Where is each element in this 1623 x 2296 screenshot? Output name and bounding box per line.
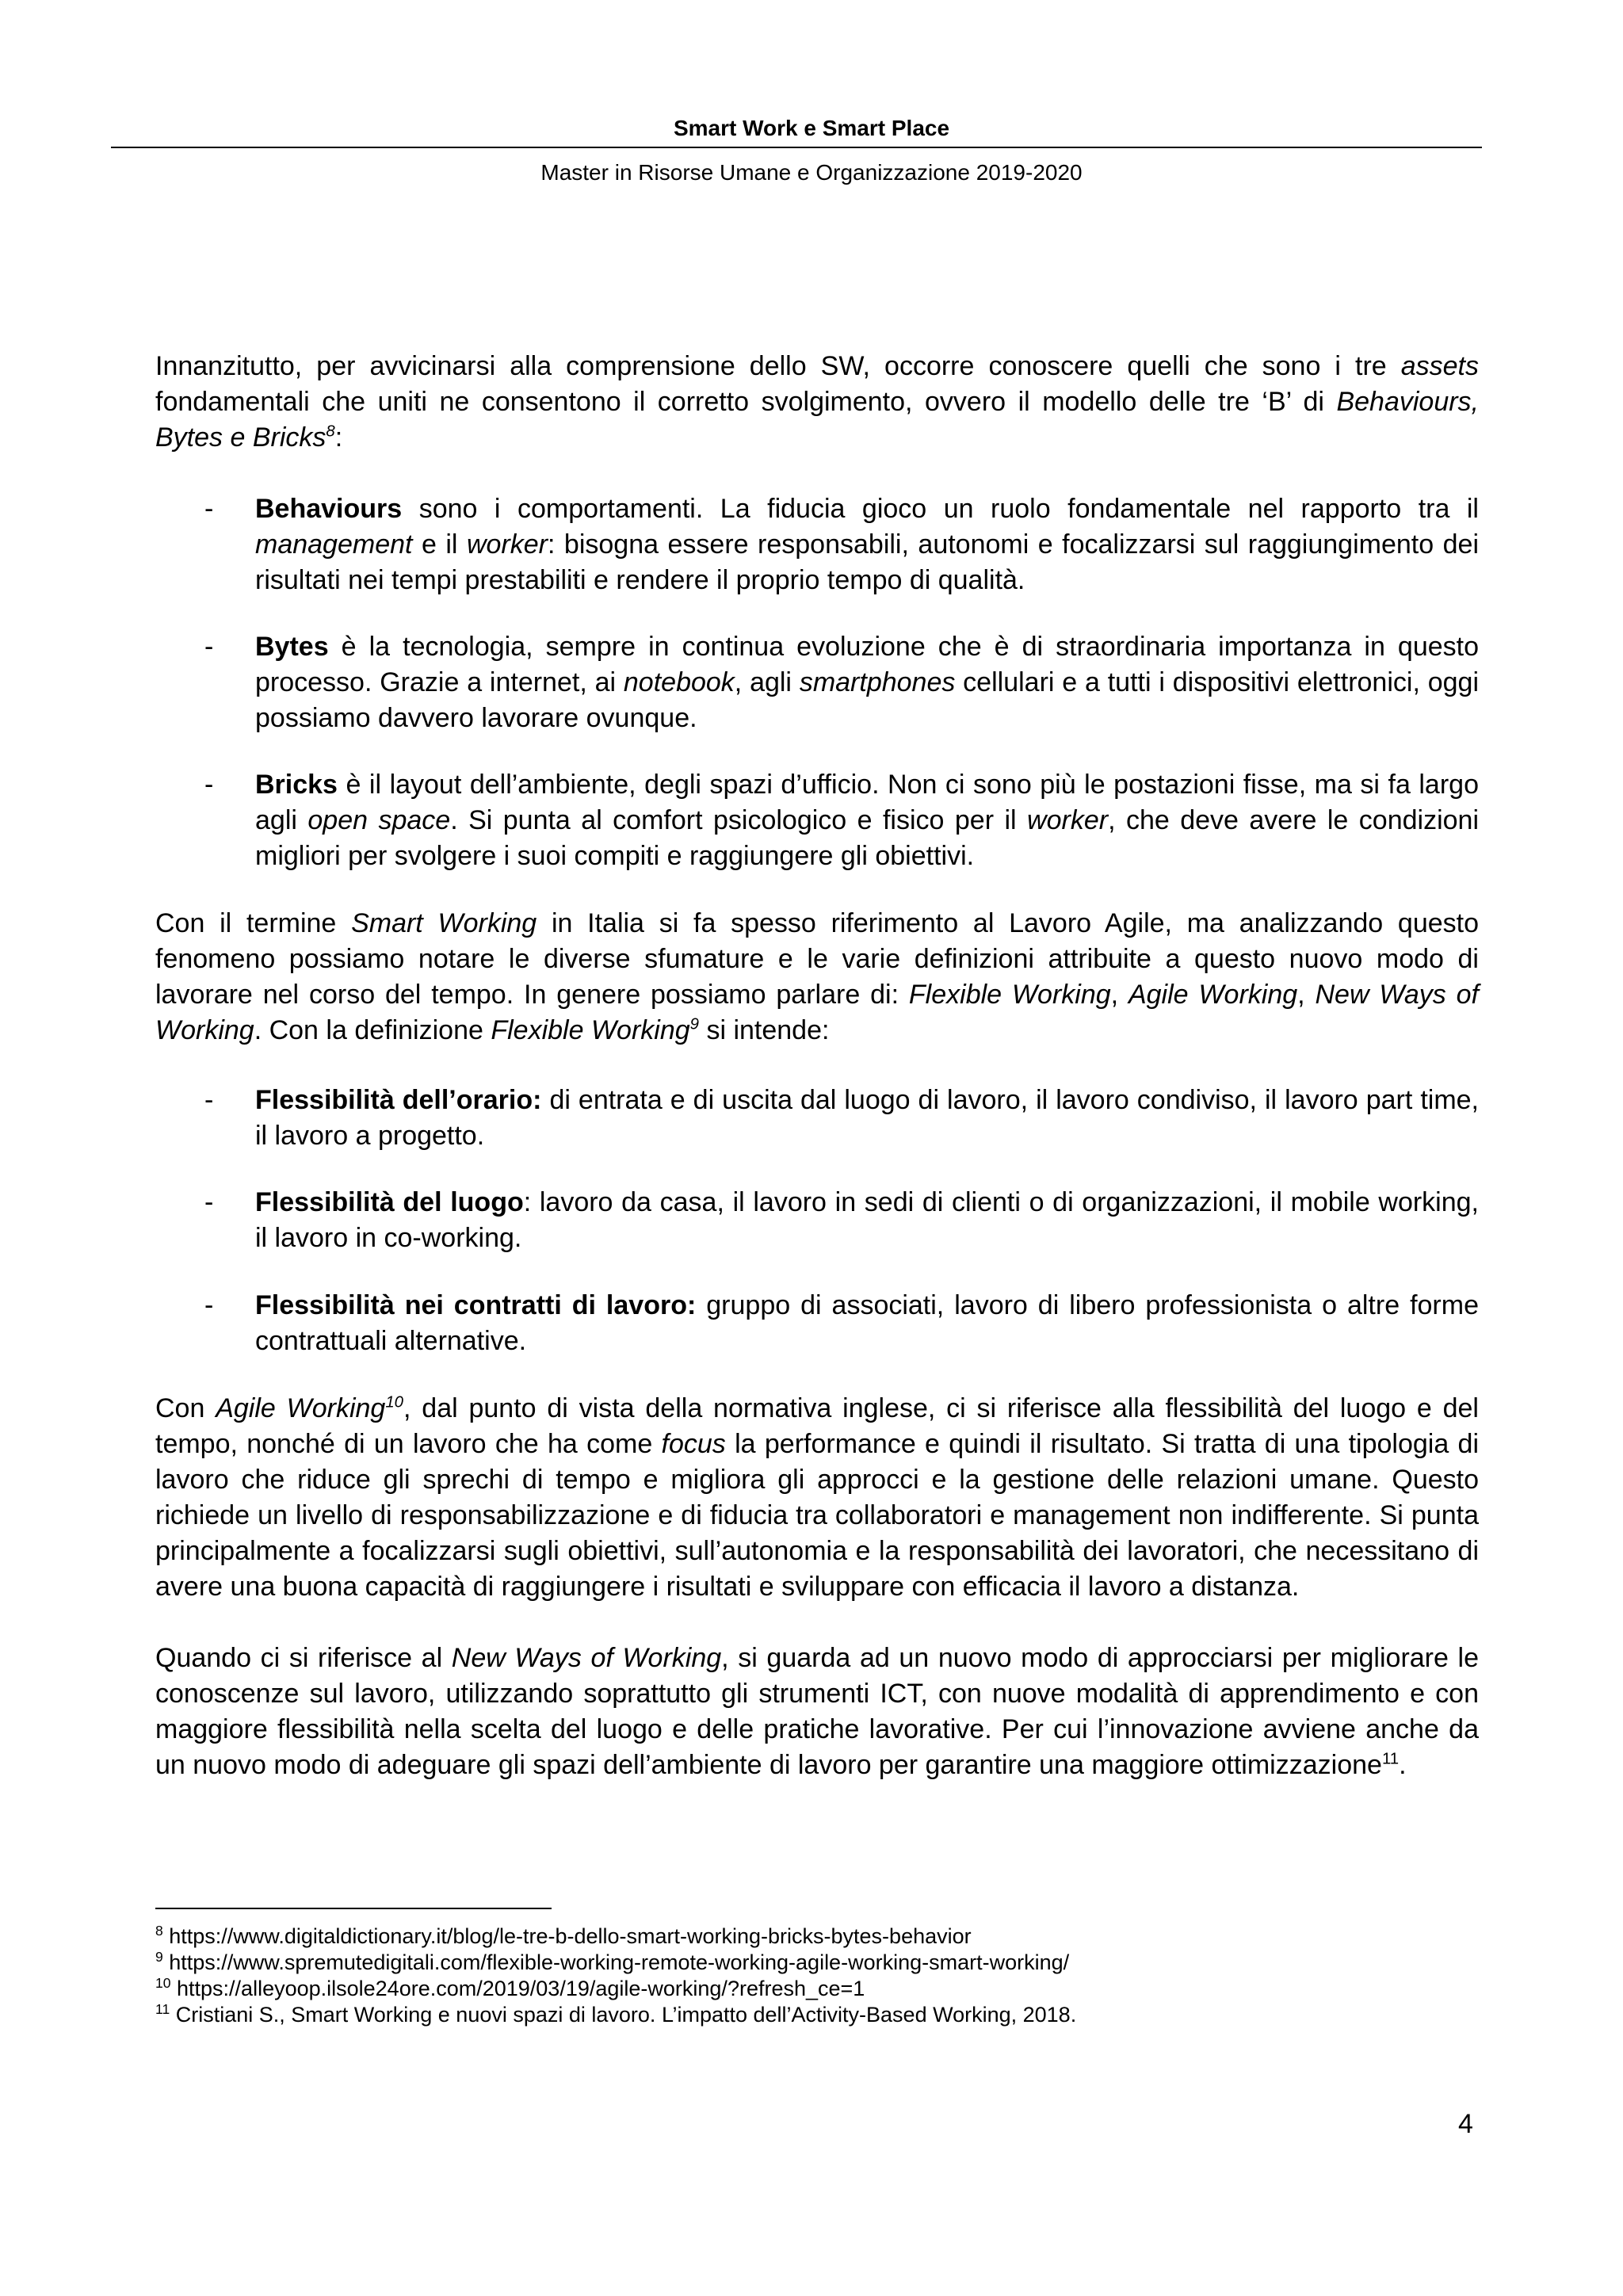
agile-working-paragraph: Con Agile Working$^{10}$, dal punto di vista della normativa inglese, ci si riferisce alla flessibilità del luogo e del tempo, nonché di un lavoro che ha come focus la performance e quindi il risultato. Si tratta di una tipologia di lavoro che riduce gli sprechi di tempo e migliora gli approcci e la gestione delle relazioni umane. Questo richiede un livello di responsabilizzazione e di fiducia tra collaboratori e management non indifferente. Si punta principalmente a focalizzarsi sugli obiettivi, sull’autonomia e la responsabilità dei lavoratori, che necessitano di avere una buona capacità di raggiungere i risultati e sviluppare con efficacia il lavoro a distanza. — [155, 1393, 1479, 1602]
footnote-10: $^{10}$ https://alleyoop.ilsole24ore.com/2019/03/19/agile-working/?refresh_ce=1 — [155, 1975, 865, 2000]
bullet-flessibilita-orario: Flessibilità dell’orario: di entrata e di uscita dal luogo di lavoro, il lavoro condiviso, il lavoro part time, il lavoro a progetto. — [255, 1085, 1479, 1151]
header-divider — [111, 147, 1482, 148]
bullet-bricks: Bricks è il layout dell’ambiente, degli spazi d’ufficio. Non ci sono più le postazioni fisse, ma si fa largo agli open space. Si punta al comfort psicologico e fisico per il worker, che deve avere le condizioni migliori per svolgere i suoi compiti e raggiungere gli obiettivi. — [255, 770, 1479, 871]
footnote-separator — [155, 1908, 552, 1909]
bullet-dash: - — [204, 632, 214, 662]
bullet-bytes: Bytes è la tecnologia, sempre in continua evoluzione che è di straordinaria importanza in questo processo. Grazie a internet, ai notebook, agli smartphones cellulari e a tutti i dispositivi elettronici, oggi possiamo davvero lavorare ovunque. — [255, 632, 1479, 733]
bullet-dash: - — [204, 770, 214, 800]
smart-working-paragraph: Con il termine Smart Working in Italia si fa spesso riferimento al Lavoro Agile, ma analizzando questo fenomeno possiamo notare le diverse sfumature e le varie definizioni attribuite a questo nuovo modo di lavorare nel corso del tempo. In genere possiamo parlare di: Flexible Working, Agile Working, New Ways of Working. Con la definizione Flexible Working$^9$ si intende: — [155, 908, 1479, 1045]
bullet-flessibilita-contratti: Flessibilità nei contratti di lavoro: gruppo di associati, lavoro di libero professionista o altre forme contrattuali alternative. — [255, 1290, 1479, 1356]
bullet-dash: - — [204, 1290, 214, 1320]
running-header-title: Smart Work e Smart Place — [673, 116, 950, 140]
bullet-dash: - — [204, 494, 214, 524]
footnote-9: $^9$ https://www.spremutedigitali.com/flexible-working-remote-working-agile-working-smart-working/ — [155, 1949, 1070, 1974]
running-header-subtitle: Master in Risorse Umane e Organizzazione 2019-2020 — [540, 160, 1083, 185]
bullet-dash: - — [204, 1085, 214, 1115]
intro-paragraph: Innanzitutto, per avvicinarsi alla comprensione dello SW, occorre conoscere quelli che sono i tre assets fondamentali che uniti ne consentono il corretto svolgimento, ovvero il modello delle tre ‘B’ di Behaviours, Bytes e Bricks$^8$: — [155, 351, 1479, 453]
bullet-behaviours: Behaviours sono i comportamenti. La fiducia gioco un ruolo fondamentale nel rapporto tra il management e il worker: bisogna essere responsabili, autonomi e focalizzarsi sul raggiungimento dei risultati nei tempi prestabiliti e rendere il proprio tempo di qualità. — [255, 494, 1479, 595]
new-ways-paragraph: Quando ci si riferisce al New Ways of Working, si guarda ad un nuovo modo di approcciarsi per migliorare le conoscenze sul lavoro, utilizzando soprattutto gli strumenti ICT, con nuove modalità di apprendimento e con maggiore flessibilità nella scelta del luogo e delle pratiche lavorative. Per cui l’innovazione avviene anche da un nuovo modo di adeguare gli spazi dell’ambiente di lavoro per garantire una maggiore ottimizzazione$^{11}$. — [155, 1643, 1480, 1780]
bullet-flessibilita-luogo: Flessibilità del luogo: lavoro da casa, il lavoro in sedi di clienti o di organizzazioni, il mobile working, il lavoro in co-working. — [255, 1187, 1480, 1253]
footnote-8: $^8$ https://www.digitaldictionary.it/blog/le-tre-b-dello-smart-working-bricks-bytes-behavior — [155, 1923, 972, 1948]
page-number: 4 — [1458, 2109, 1473, 2139]
bullet-dash: - — [204, 1187, 214, 1217]
footnote-11: $^{11}$ Cristiani S., Smart Working e nuovi spazi di lavoro. L’impatto dell’Activity-Based Working, 2018. — [155, 2001, 1077, 2027]
